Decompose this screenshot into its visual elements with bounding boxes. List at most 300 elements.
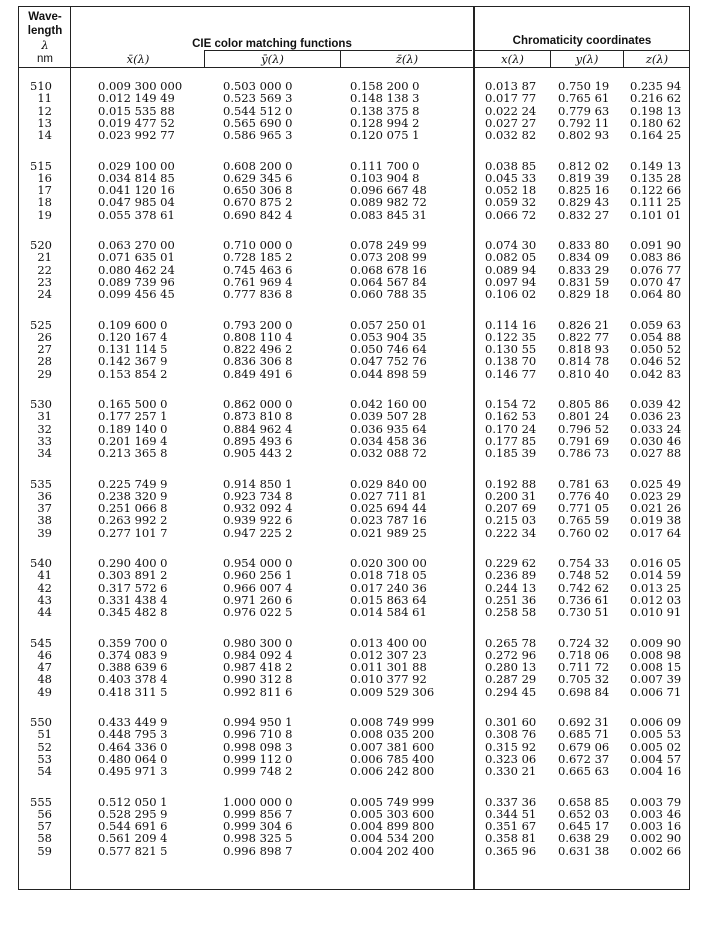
value-cell: 0.027 27	[485, 115, 537, 130]
xbar-col-header: x̄(λ)	[126, 52, 150, 66]
value-cell: 0.351 67	[485, 819, 537, 834]
value-cell: 0.007 39	[630, 672, 682, 687]
value-cell: 0.025 49	[630, 476, 682, 491]
value-cell: 0.873 810 8	[223, 409, 293, 424]
value-cell: 0.039 42	[630, 397, 682, 411]
value-cell: 0.106 02	[485, 287, 537, 302]
value-cell: 0.745 463 6	[223, 262, 293, 277]
value-cell: 0.244 13	[485, 580, 537, 595]
value-cell: 0.808 110 4	[223, 329, 293, 344]
value-cell: 0.690 842 4	[223, 207, 293, 222]
value-cell: 0.044 898 59	[350, 366, 427, 381]
lambda-symbol: λ	[41, 38, 49, 52]
value-cell: 0.097 94	[485, 274, 537, 289]
value-cell: 0.994 950 1	[223, 715, 293, 729]
value-cell: 0.685 71	[558, 727, 610, 742]
value-cell: 0.287 29	[485, 672, 537, 687]
value-cell: 0.011 301 88	[350, 660, 427, 675]
wavelength-cell: 29	[37, 366, 52, 381]
wavelength-cell: 11	[37, 91, 52, 106]
ybar-col-header: ȳ(λ)	[261, 52, 284, 66]
value-cell: 0.149 13	[630, 158, 682, 173]
value-cell: 0.544 512 0	[223, 103, 293, 118]
value-cell: 0.189 140 0	[98, 421, 168, 436]
value-cell: 0.996 710 8	[223, 727, 293, 742]
value-cell: 0.765 61	[558, 91, 610, 106]
value-cell: 0.012 03	[630, 592, 682, 607]
value-cell: 0.561 209 4	[98, 831, 168, 846]
wavelength-cell: 48	[37, 672, 52, 687]
value-cell: 0.034 814 85	[98, 170, 175, 185]
value-cell: 0.111 25	[630, 195, 682, 210]
value-cell: 0.177 85	[485, 433, 537, 448]
value-cell: 0.748 52	[558, 568, 610, 583]
value-cell: 0.004 534 200	[350, 831, 435, 846]
value-cell: 0.122 66	[630, 183, 682, 198]
value-cell: 0.008 035 200	[350, 727, 435, 742]
value-cell: 0.177 257 1	[98, 409, 168, 424]
value-cell: 0.033 24	[630, 421, 682, 436]
value-cell: 0.101 01	[630, 207, 682, 222]
zbar-col-header: z̄(λ)	[395, 52, 419, 66]
wavelength-cell: 23	[37, 274, 52, 289]
value-cell: 0.980 300 0	[223, 635, 293, 650]
x-col-header: x(λ)	[501, 52, 524, 66]
value-cell: 0.010 91	[630, 605, 682, 620]
wavelength-cell: 13	[37, 115, 52, 130]
value-cell: 0.999 112 0	[223, 751, 293, 766]
value-cell: 0.036 23	[630, 409, 682, 424]
value-cell: 0.750 19	[558, 79, 610, 93]
value-cell: 0.009 90	[630, 635, 682, 650]
value-cell: 0.012 149 49	[98, 91, 175, 106]
value-cell: 0.042 160 00	[350, 397, 427, 411]
value-cell: 0.331 438 4	[98, 592, 168, 607]
value-cell: 0.089 739 96	[98, 274, 175, 289]
value-cell: 0.826 21	[558, 317, 610, 332]
value-cell: 0.154 72	[485, 397, 537, 411]
value-cell: 0.052 18	[485, 183, 537, 198]
wavelength-cell: 515	[30, 158, 52, 173]
value-cell: 0.064 567 84	[350, 274, 427, 289]
value-cell: 0.002 66	[630, 843, 682, 858]
value-cell: 0.238 320 9	[98, 488, 168, 503]
value-cell: 0.180 62	[630, 115, 682, 130]
wavelength-cell: 38	[37, 513, 52, 528]
value-cell: 0.074 30	[485, 238, 537, 252]
value-cell: 0.005 02	[630, 739, 682, 754]
value-cell: 0.029 840 00	[350, 476, 427, 491]
value-cell: 0.111 700 0	[350, 158, 420, 173]
value-cell: 0.059 32	[485, 195, 537, 210]
value-cell: 0.047 752 76	[350, 354, 427, 369]
wavelength-cell: 36	[37, 488, 52, 503]
value-cell: 0.027 711 81	[350, 488, 427, 503]
value-cell: 0.374 083 9	[98, 647, 168, 662]
value-cell: 0.008 749 999	[350, 715, 435, 729]
value-cell: 0.045 33	[485, 170, 537, 185]
value-cell: 0.822 77	[558, 329, 610, 344]
wavelength-cell: 26	[37, 329, 52, 344]
wavelength-cell: 39	[37, 525, 52, 540]
value-cell: 0.742 62	[558, 580, 610, 595]
wavelength-cell: 21	[37, 250, 52, 265]
value-cell: 0.032 82	[485, 128, 537, 143]
value-cell: 0.013 25	[630, 580, 682, 595]
value-cell: 0.009 529 306	[350, 684, 435, 699]
value-cell: 0.068 678 16	[350, 262, 427, 277]
value-cell: 0.010 377 92	[350, 672, 427, 687]
value-cell: 0.277 101 7	[98, 525, 168, 540]
value-cell: 0.164 25	[630, 128, 682, 143]
value-cell: 0.833 80	[558, 238, 610, 252]
wavelength-cell: 59	[37, 843, 52, 858]
value-cell: 0.130 55	[485, 342, 537, 357]
wavelength-cell: 555	[30, 794, 52, 809]
value-cell: 0.710 000 0	[223, 238, 293, 252]
value-cell: 0.006 785 400	[350, 751, 435, 766]
value-cell: 0.939 922 6	[223, 513, 293, 528]
value-cell: 0.914 850 1	[223, 476, 293, 491]
value-cell: 0.017 77	[485, 91, 537, 106]
value-cell: 0.109 600 0	[98, 317, 168, 332]
wavelength-cell: 27	[37, 342, 52, 357]
value-cell: 0.046 52	[630, 354, 682, 369]
value-cell: 0.650 306 8	[223, 183, 293, 198]
value-cell: 0.831 59	[558, 274, 610, 289]
cmf-title: CIE color matching functions	[192, 38, 352, 50]
value-cell: 0.999 748 2	[223, 764, 293, 779]
value-cell: 0.403 378 4	[98, 672, 168, 687]
value-cell: 0.055 378 61	[98, 207, 175, 222]
value-cell: 0.003 79	[630, 794, 682, 809]
value-cell: 0.301 60	[485, 715, 537, 729]
value-cell: 0.019 38	[630, 513, 682, 528]
value-cell: 0.359 700 0	[98, 635, 168, 650]
value-cell: 0.019 477 52	[98, 115, 175, 130]
value-cell: 0.014 584 61	[350, 605, 427, 620]
value-cell: 0.005 303 600	[350, 806, 435, 821]
value-cell: 0.032 088 72	[350, 446, 427, 461]
wavelength-cell: 12	[37, 103, 52, 118]
value-cell: 0.565 690 0	[223, 115, 293, 130]
value-cell: 0.315 92	[485, 739, 537, 754]
value-cell: 0.071 635 01	[98, 250, 175, 265]
value-cell: 0.629 345 6	[223, 170, 293, 185]
value-cell: 0.099 456 45	[98, 287, 175, 302]
value-cell: 0.832 27	[558, 207, 610, 222]
value-cell: 0.042 83	[630, 366, 682, 381]
value-cell: 0.020 300 00	[350, 556, 427, 570]
value-cell: 0.984 092 4	[223, 647, 293, 662]
value-cell: 0.818 93	[558, 342, 610, 357]
value-cell: 0.577 821 5	[98, 843, 168, 858]
header-rule	[18, 67, 690, 68]
value-cell: 0.138 70	[485, 354, 537, 369]
value-cell: 0.030 46	[630, 433, 682, 448]
column-rule	[70, 6, 71, 890]
value-cell: 0.947 225 2	[223, 525, 293, 540]
value-cell: 0.730 51	[558, 605, 610, 620]
value-cell: 1.000 000 0	[223, 794, 293, 809]
wavelength-cell: 41	[37, 568, 52, 583]
value-cell: 0.047 985 04	[98, 195, 175, 210]
value-cell: 0.073 208 99	[350, 250, 427, 265]
wavelength-cell: 530	[30, 397, 52, 411]
value-cell: 0.091 90	[630, 238, 682, 252]
value-cell: 0.836 306 8	[223, 354, 293, 369]
value-cell: 0.053 904 35	[350, 329, 427, 344]
value-cell: 0.251 066 8	[98, 501, 168, 516]
value-cell: 0.009 300 000	[98, 79, 183, 93]
value-cell: 0.672 37	[558, 751, 610, 766]
value-cell: 0.779 63	[558, 103, 610, 118]
wavelength-cell: 52	[37, 739, 52, 754]
value-cell: 0.796 52	[558, 421, 610, 436]
value-cell: 0.829 43	[558, 195, 610, 210]
value-cell: 0.213 365 8	[98, 446, 168, 461]
chroma-title: Chromaticity coordinates	[512, 35, 652, 47]
value-cell: 0.131 114 5	[98, 342, 168, 357]
value-cell: 0.054 88	[630, 329, 682, 344]
value-cell: 0.023 787 16	[350, 513, 427, 528]
value-cell: 0.638 29	[558, 831, 610, 846]
value-cell: 0.932 092 4	[223, 501, 293, 516]
wavelength-cell: 14	[37, 128, 52, 143]
value-cell: 0.050 52	[630, 342, 682, 357]
value-cell: 0.365 96	[485, 843, 537, 858]
z-col-header: z(λ)	[645, 52, 669, 66]
value-cell: 0.358 81	[485, 831, 537, 846]
value-cell: 0.060 788 35	[350, 287, 427, 302]
value-cell: 0.528 295 9	[98, 806, 168, 821]
value-cell: 0.162 53	[485, 409, 537, 424]
value-cell: 0.078 249 99	[350, 238, 427, 252]
value-cell: 0.128 994 2	[350, 115, 420, 130]
value-cell: 0.153 854 2	[98, 366, 168, 381]
value-cell: 0.801 24	[558, 409, 610, 424]
wavelength-cell: 42	[37, 580, 52, 595]
value-cell: 0.987 418 2	[223, 660, 293, 675]
value-cell: 0.006 242 800	[350, 764, 435, 779]
value-cell: 0.388 639 6	[98, 660, 168, 675]
value-cell: 0.192 88	[485, 476, 537, 491]
value-cell: 0.050 746 64	[350, 342, 427, 357]
nm-unit: nm	[37, 53, 53, 65]
value-cell: 0.216 62	[630, 91, 682, 106]
value-cell: 0.225 749 9	[98, 476, 168, 491]
value-cell: 0.236 89	[485, 568, 537, 583]
value-cell: 0.021 26	[630, 501, 682, 516]
value-cell: 0.786 73	[558, 446, 610, 461]
wavelength-cell: 31	[37, 409, 52, 424]
value-cell: 0.337 36	[485, 794, 537, 809]
value-cell: 0.512 050 1	[98, 794, 168, 809]
value-cell: 0.120 167 4	[98, 329, 168, 344]
value-cell: 0.344 51	[485, 806, 537, 821]
value-cell: 0.966 007 4	[223, 580, 293, 595]
value-cell: 0.923 734 8	[223, 488, 293, 503]
wavelength-cell: 22	[37, 262, 52, 277]
value-cell: 0.884 962 4	[223, 421, 293, 436]
value-cell: 0.015 535 88	[98, 103, 175, 118]
value-cell: 0.165 500 0	[98, 397, 168, 411]
value-cell: 0.711 72	[558, 660, 610, 675]
wavelength-cell: 28	[37, 354, 52, 369]
wavelength-cell: 56	[37, 806, 52, 821]
value-cell: 0.825 16	[558, 183, 610, 198]
value-cell: 0.070 47	[630, 274, 682, 289]
value-cell: 0.222 34	[485, 525, 537, 540]
value-cell: 0.005 53	[630, 727, 682, 742]
value-cell: 0.004 16	[630, 764, 682, 779]
value-cell: 0.251 36	[485, 592, 537, 607]
value-cell: 0.777 836 8	[223, 287, 293, 302]
value-cell: 0.345 482 8	[98, 605, 168, 620]
value-cell: 0.038 85	[485, 158, 537, 173]
value-cell: 0.998 325 5	[223, 831, 293, 846]
value-cell: 0.999 304 6	[223, 819, 293, 834]
value-cell: 0.017 64	[630, 525, 682, 540]
value-cell: 0.652 03	[558, 806, 610, 821]
value-cell: 0.008 15	[630, 660, 682, 675]
value-cell: 0.004 899 800	[350, 819, 435, 834]
value-cell: 0.433 449 9	[98, 715, 168, 729]
value-cell: 0.495 971 3	[98, 764, 168, 779]
column-rule	[473, 6, 475, 890]
wavelength-cell: 34	[37, 446, 52, 461]
value-cell: 0.960 256 1	[223, 568, 293, 583]
value-cell: 0.829 18	[558, 287, 610, 302]
value-cell: 0.082 05	[485, 250, 537, 265]
value-cell: 0.793 200 0	[223, 317, 293, 332]
value-cell: 0.013 87	[485, 79, 537, 93]
value-cell: 0.158 200 0	[350, 79, 420, 93]
value-cell: 0.263 992 2	[98, 513, 168, 528]
value-cell: 0.718 06	[558, 647, 610, 662]
wavelength-header	[20, 10, 70, 66]
wavelength-cell: 24	[37, 287, 52, 302]
value-cell: 0.810 40	[558, 366, 610, 381]
value-cell: 0.792 11	[558, 115, 610, 130]
wavelength-cell: 545	[30, 635, 52, 650]
value-cell: 0.014 59	[630, 568, 682, 583]
value-cell: 0.207 69	[485, 501, 537, 516]
value-cell: 0.006 71	[630, 684, 682, 699]
value-cell: 0.658 85	[558, 794, 610, 809]
wavelength-header-line: Wave-	[28, 11, 62, 23]
value-cell: 0.698 84	[558, 684, 610, 699]
value-cell: 0.464 336 0	[98, 739, 168, 754]
value-cell: 0.039 507 28	[350, 409, 427, 424]
value-cell: 0.503 000 0	[223, 79, 293, 93]
value-cell: 0.670 875 2	[223, 195, 293, 210]
value-cell: 0.003 46	[630, 806, 682, 821]
wavelength-cell: 37	[37, 501, 52, 516]
value-cell: 0.029 100 00	[98, 158, 175, 173]
value-cell: 0.418 311 5	[98, 684, 168, 699]
value-cell: 0.089 94	[485, 262, 537, 277]
value-cell: 0.665 63	[558, 764, 610, 779]
header-rule	[473, 50, 690, 51]
value-cell: 0.076 77	[630, 262, 682, 277]
value-cell: 0.004 57	[630, 751, 682, 766]
wavelength-cell: 520	[30, 238, 52, 252]
value-cell: 0.034 458 36	[350, 433, 427, 448]
value-cell: 0.080 462 24	[98, 262, 175, 277]
wavelength-cell: 53	[37, 751, 52, 766]
value-cell: 0.059 63	[630, 317, 682, 332]
wavelength-cell: 49	[37, 684, 52, 699]
wavelength-cell: 510	[30, 79, 52, 93]
value-cell: 0.064 80	[630, 287, 682, 302]
wavelength-cell: 46	[37, 647, 52, 662]
wavelength-cell: 43	[37, 592, 52, 607]
value-cell: 0.008 98	[630, 647, 682, 662]
value-cell: 0.096 667 48	[350, 183, 427, 198]
value-cell: 0.765 59	[558, 513, 610, 528]
value-cell: 0.023 992 77	[98, 128, 175, 143]
value-cell: 0.016 05	[630, 556, 682, 570]
value-cell: 0.905 443 2	[223, 446, 293, 461]
value-cell: 0.802 93	[558, 128, 610, 143]
value-cell: 0.013 400 00	[350, 635, 427, 650]
value-cell: 0.272 96	[485, 647, 537, 662]
value-cell: 0.822 496 2	[223, 342, 293, 357]
wavelength-cell: 33	[37, 433, 52, 448]
wavelength-cell: 550	[30, 715, 52, 729]
value-cell: 0.448 795 3	[98, 727, 168, 742]
value-cell: 0.834 09	[558, 250, 610, 265]
value-cell: 0.215 03	[485, 513, 537, 528]
wavelength-cell: 57	[37, 819, 52, 834]
value-cell: 0.201 169 4	[98, 433, 168, 448]
wavelength-cell: 54	[37, 764, 52, 779]
value-cell: 0.142 367 9	[98, 354, 168, 369]
value-cell: 0.280 13	[485, 660, 537, 675]
value-cell: 0.005 749 999	[350, 794, 435, 809]
wavelength-cell: 18	[37, 195, 52, 210]
value-cell: 0.089 982 72	[350, 195, 427, 210]
wavelength-cell: 540	[30, 556, 52, 570]
value-cell: 0.523 569 3	[223, 91, 293, 106]
value-cell: 0.003 16	[630, 819, 682, 834]
wavelength-cell: 17	[37, 183, 52, 198]
value-cell: 0.705 32	[558, 672, 610, 687]
value-cell: 0.833 29	[558, 262, 610, 277]
value-cell: 0.018 718 05	[350, 568, 427, 583]
value-cell: 0.480 064 0	[98, 751, 168, 766]
value-cell: 0.235 94	[630, 79, 682, 93]
value-cell: 0.120 075 1	[350, 128, 420, 143]
value-cell: 0.805 86	[558, 397, 610, 411]
value-cell: 0.996 898 7	[223, 843, 293, 858]
value-cell: 0.976 022 5	[223, 605, 293, 620]
value-cell: 0.645 17	[558, 819, 610, 834]
value-cell: 0.114 16	[485, 317, 537, 332]
value-cell: 0.229 62	[485, 556, 537, 570]
value-cell: 0.294 45	[485, 684, 537, 699]
value-cell: 0.007 381 600	[350, 739, 435, 754]
value-cell: 0.027 88	[630, 446, 682, 461]
value-cell: 0.895 493 6	[223, 433, 293, 448]
value-cell: 0.066 72	[485, 207, 537, 222]
value-cell: 0.258 58	[485, 605, 537, 620]
value-cell: 0.323 06	[485, 751, 537, 766]
value-cell: 0.022 24	[485, 103, 537, 118]
value-cell: 0.265 78	[485, 635, 537, 650]
value-cell: 0.754 33	[558, 556, 610, 570]
